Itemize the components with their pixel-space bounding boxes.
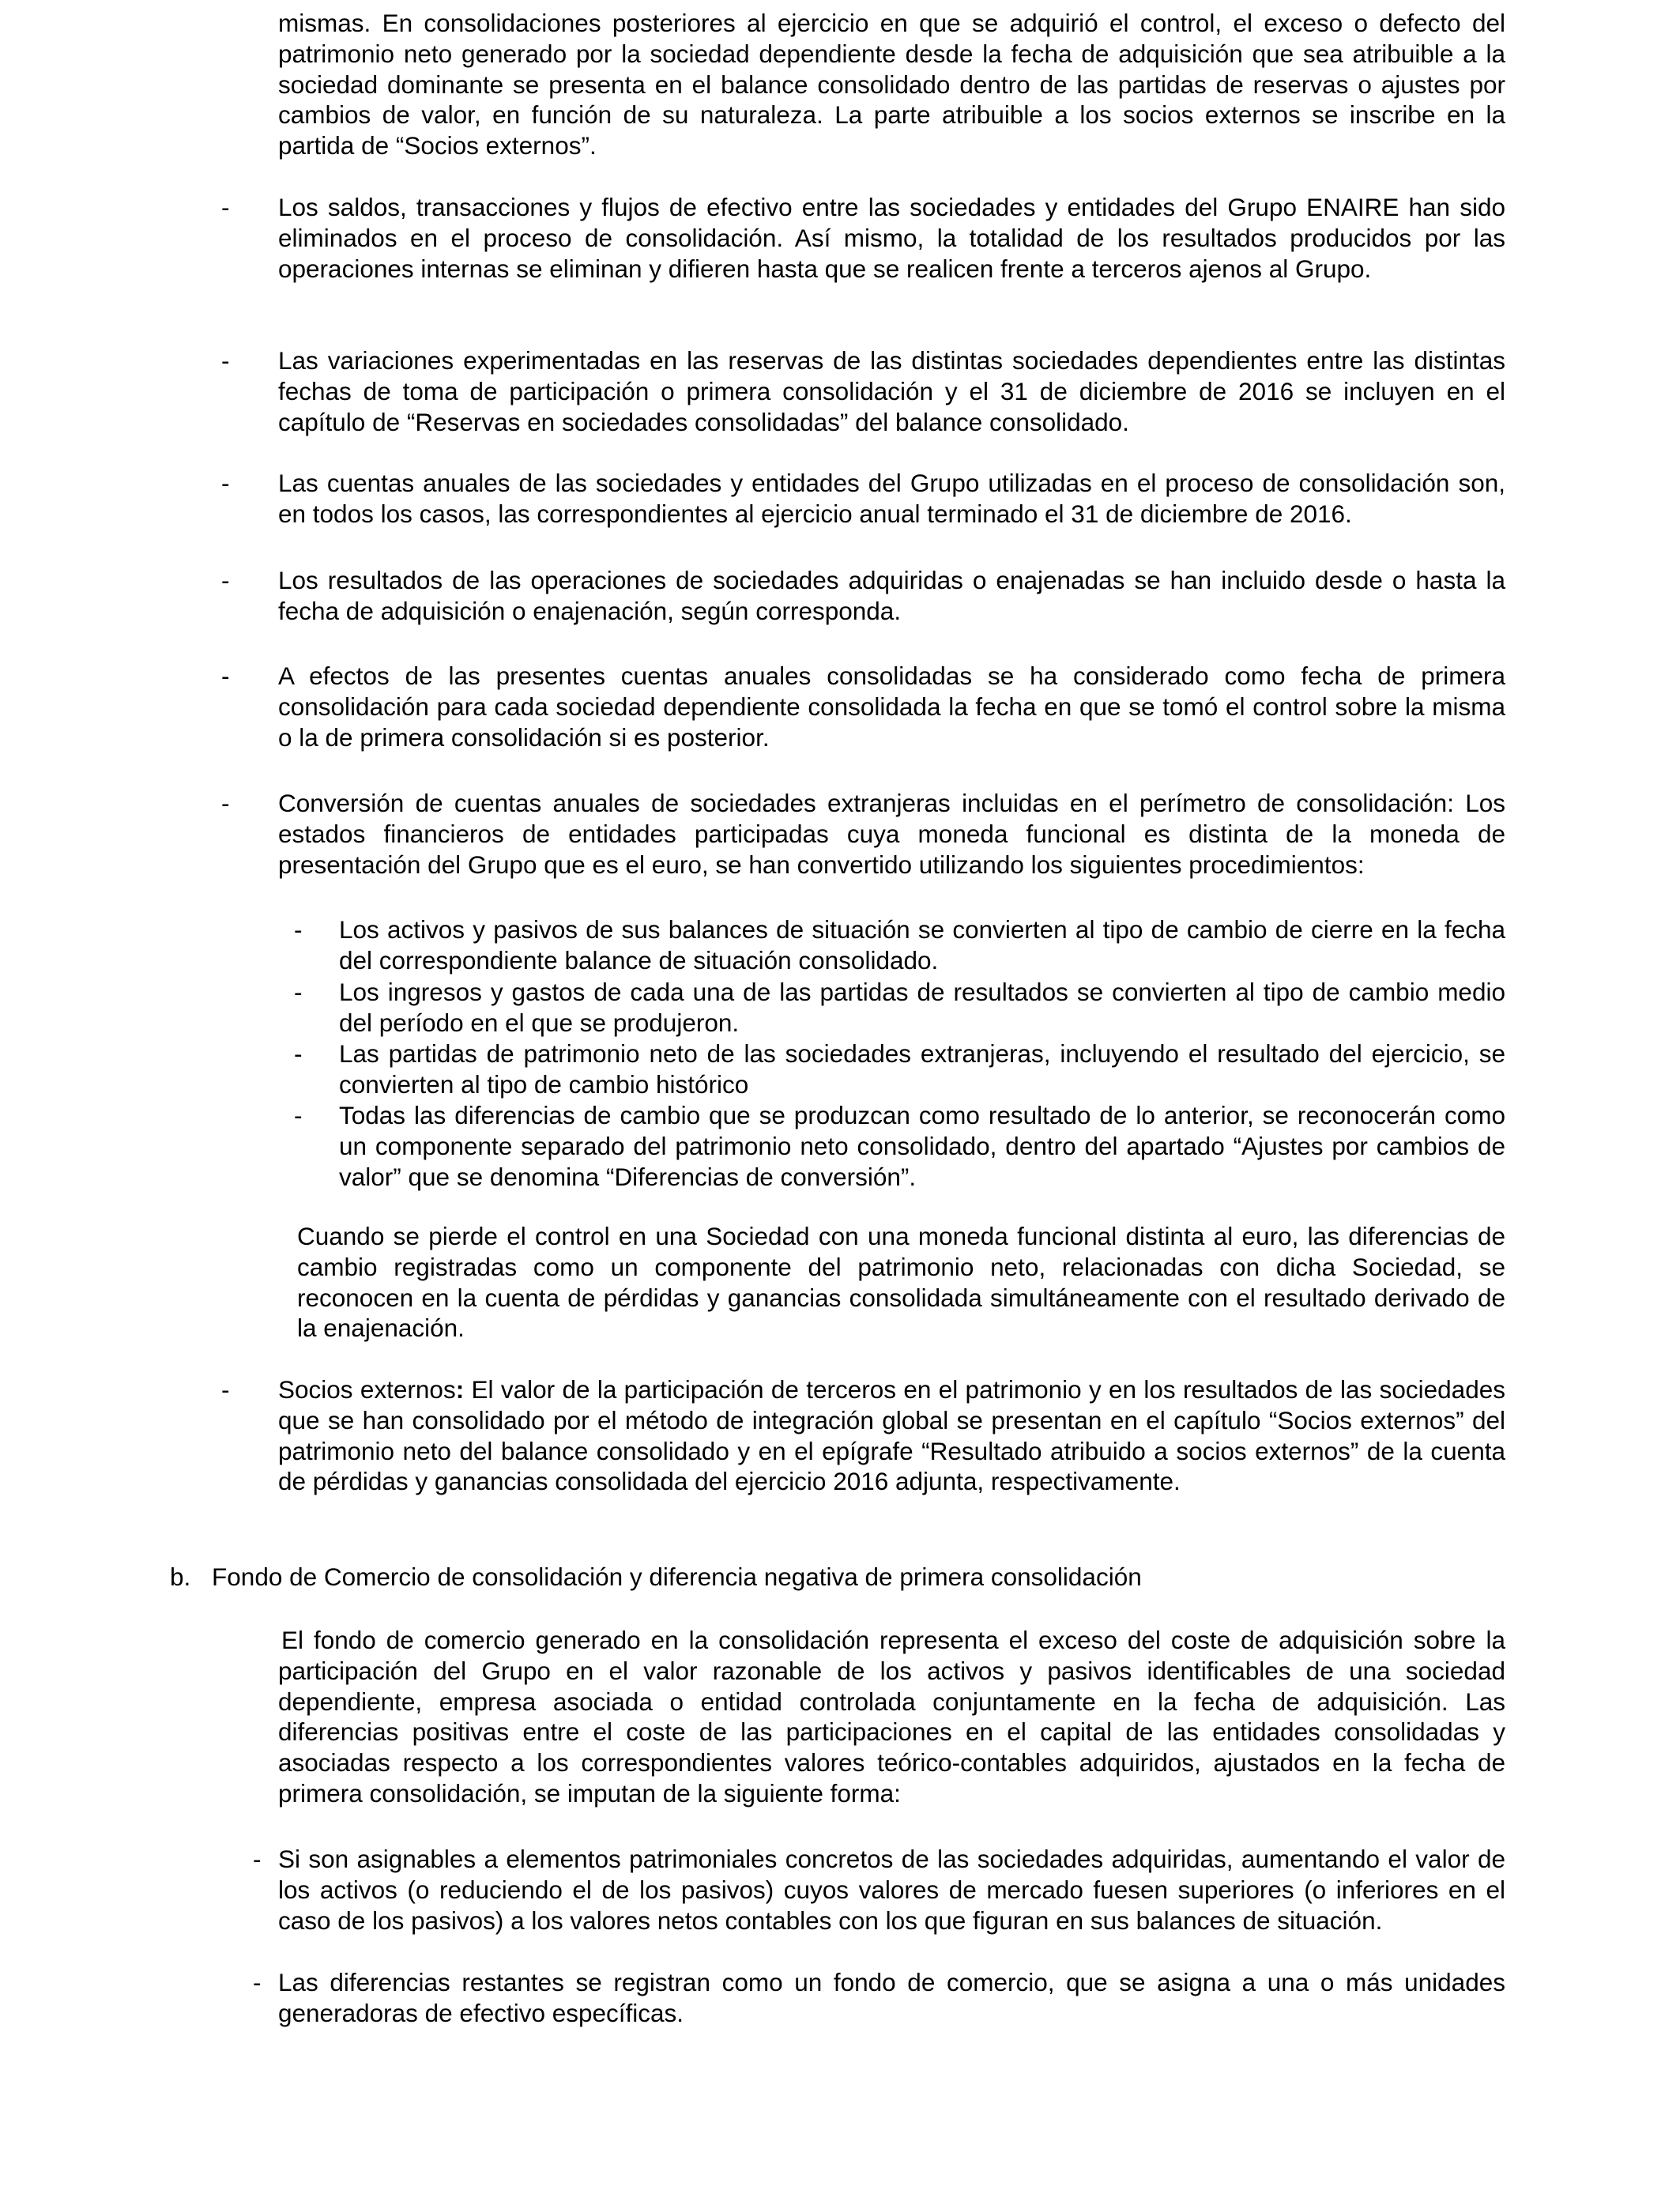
section-b-item-dash: - [253, 1845, 262, 1873]
subitem-income-expenses [294, 977, 1505, 1039]
section-b-item-text: Las diferencias restantes se registran como un fondo de comercio, que se asigna a una o más unidades generadoras de efectivo específicas. [278, 1968, 1505, 2027]
bullet-dash: - [221, 789, 230, 817]
section-b-item-text: Si son asignables a elementos patrimoniales concretos de las sociedades adquiridas, aumentando el valor de los activos (o reduciendo el de los pasivos) cuyos valores de mercado fuesen superiores (o inferiores en el caso de los pasivos) a los valores netos contables con los que figuran en sus balances de situación. [278, 1845, 1505, 1935]
bullet-item-external-partners [221, 1374, 1505, 1497]
bullet-dash: - [221, 193, 230, 221]
bullet-text: Las variaciones experimentadas en las reservas de las distintas sociedades dependientes entre las distintas fechas de toma de participación o primera consolidación y el 31 de diciembre de 2016 se incluyen en el capítulo de “Reservas en sociedades consolidadas” del balance consolidado. [278, 346, 1505, 436]
section-b-item-assignable [253, 1844, 1505, 1936]
section-b-item-dash: - [253, 1968, 262, 1996]
bullet-dash: - [221, 469, 230, 497]
bullet-dash: - [221, 1375, 230, 1404]
subitem-dash: - [294, 1101, 303, 1129]
section-b-paragraph-text: El fondo de comercio generado en la consolidación representa el exceso del coste de adquisición sobre la participación del Grupo en el valor razonable de los activos y pasivos identificables de una sociedad dependiente, empresa asociada o entidad controlada conjuntamente en la fecha de adquisición. Las diferencias positivas entre el coste de las participaciones en el capital de las entidades consolidadas y asociadas respecto a los correspondientes valores teórico-contables adquiridos, ajustados en la fecha de primera consolidación, se imputan de la siguiente forma: [278, 1626, 1505, 1808]
bullet-dash: - [221, 346, 230, 375]
section-b-heading [170, 1562, 1505, 1593]
socios-colon: : [455, 1375, 465, 1404]
socios-lead: Socios externos [278, 1375, 456, 1404]
subitem-text: Los activos y pasivos de sus balances de situación se convierten al tipo de cambio de cierre en la fecha del correspondiente balance de situación consolidado. [339, 915, 1505, 974]
conversion-note-text: Cuando se pierde el control en una Sociedad con una moneda funcional distinta al euro, las diferencias de cambio registradas como un componente del patrimonio neto, relacionadas con dicha Sociedad, se reconocen en la cuenta de pérdidas y ganancias consolidada simultáneamente con el resultado derivado de la enajenación. [297, 1222, 1505, 1343]
subitem-text: Todas las diferencias de cambio que se produzcan como resultado de lo anterior, se reconocerán como un componente separado del patrimonio neto consolidado, dentro del apartado “Ajustes por cambios de valor” que se denomina “Diferencias de conversión”. [339, 1101, 1505, 1191]
section-b-paragraph [278, 1625, 1505, 1809]
bullet-text [278, 1374, 1505, 1497]
subitem-exchange-differences [294, 1100, 1505, 1192]
bullet-item-eliminations [221, 192, 1505, 284]
bullet-text: Los resultados de las operaciones de sociedades adquiridas o enajenadas se han incluido desde o hasta la fecha de adquisición o enajenación, según corresponda. [278, 566, 1505, 625]
conversion-note-paragraph [297, 1221, 1505, 1344]
bullet-item-operations-results [221, 565, 1505, 627]
bullet-text: Las cuentas anuales de las sociedades y entidades del Grupo utilizadas en el proceso de consolidación son, en todos los casos, las correspondientes al ejercicio anual terminado el 31 de diciembre de 2016. [278, 469, 1505, 528]
bullet-text: Conversión de cuentas anuales de sociedades extranjeras incluidas en el perímetro de consolidación: Los estados financieros de entidades participadas cuya moneda funcional es distinta de la moneda de presentación del Grupo que es el euro, se han convertido utilizando los siguientes procedimientos: [278, 789, 1505, 879]
subitem-text: Los ingresos y gastos de cada una de las partidas de resultados se convierten al tipo de cambio medio del período en el que se produjeron. [339, 978, 1505, 1037]
bullet-item-first-consolidation [221, 661, 1505, 752]
section-b-item-remaining [253, 1967, 1505, 2029]
subitem-text: Las partidas de patrimonio neto de las sociedades extranjeras, incluyendo el resultado del ejercicio, se convierten al tipo de cambio histórico [339, 1039, 1505, 1099]
intro-text: mismas. En consolidaciones posteriores al ejercicio en que se adquirió el control, el exceso o defecto del patrimonio neto generado por la sociedad dependiente desde la fecha de adquisición que sea atribuible a la sociedad dominante se presenta en el balance consolidado dentro de las partidas de reservas o ajustes por cambios de valor, en función de su naturaleza. La parte atribuible a los socios externos se inscribe en la partida de “Socios externos”. [278, 9, 1505, 160]
bullet-text: A efectos de las presentes cuentas anuales consolidadas se ha considerado como fecha de primera consolidación para cada sociedad dependiente consolidada la fecha en que se tomó el control sobre la misma o la de primera consolidación si es posterior. [278, 662, 1505, 752]
bullet-dash: - [221, 566, 230, 594]
section-b-label: b. [170, 1563, 191, 1591]
bullet-item-reserves [221, 345, 1505, 437]
subitem-dash: - [294, 915, 303, 944]
subitem-dash: - [294, 978, 303, 1006]
bullet-text: Los saldos, transacciones y flujos de efectivo entre las sociedades y entidades del Grupo ENAIRE han sido eliminados en el proceso de consolidación. Así mismo, la totalidad de los resultados producidos por las operaciones internas se eliminan y difieren hasta que se realicen frente a terceros ajenos al Grupo. [278, 193, 1505, 283]
subitem-dash: - [294, 1039, 303, 1068]
subitem-equity-items [294, 1039, 1505, 1100]
bullet-dash: - [221, 662, 230, 690]
bullet-item-annual-accounts [221, 468, 1505, 530]
section-b-title: Fondo de Comercio de consolidación y diferencia negativa de primera consolidación [212, 1563, 1142, 1591]
socios-text: El valor de la participación de terceros en el patrimonio y en los resultados de las sociedades que se han consolidado por el método de integración global se presentan en el capítulo “Socios externos” del patrimonio neto del balance consolidado y en el epígrafe “Resultado atribuido a socios externos” de la cuenta de pérdidas y ganancias consolidada del ejercicio 2016 adjunta, respectivamente. [278, 1375, 1505, 1496]
intro-paragraph [278, 8, 1505, 161]
subitem-assets-liabilities [294, 914, 1505, 976]
bullet-item-currency-conversion [221, 788, 1505, 880]
